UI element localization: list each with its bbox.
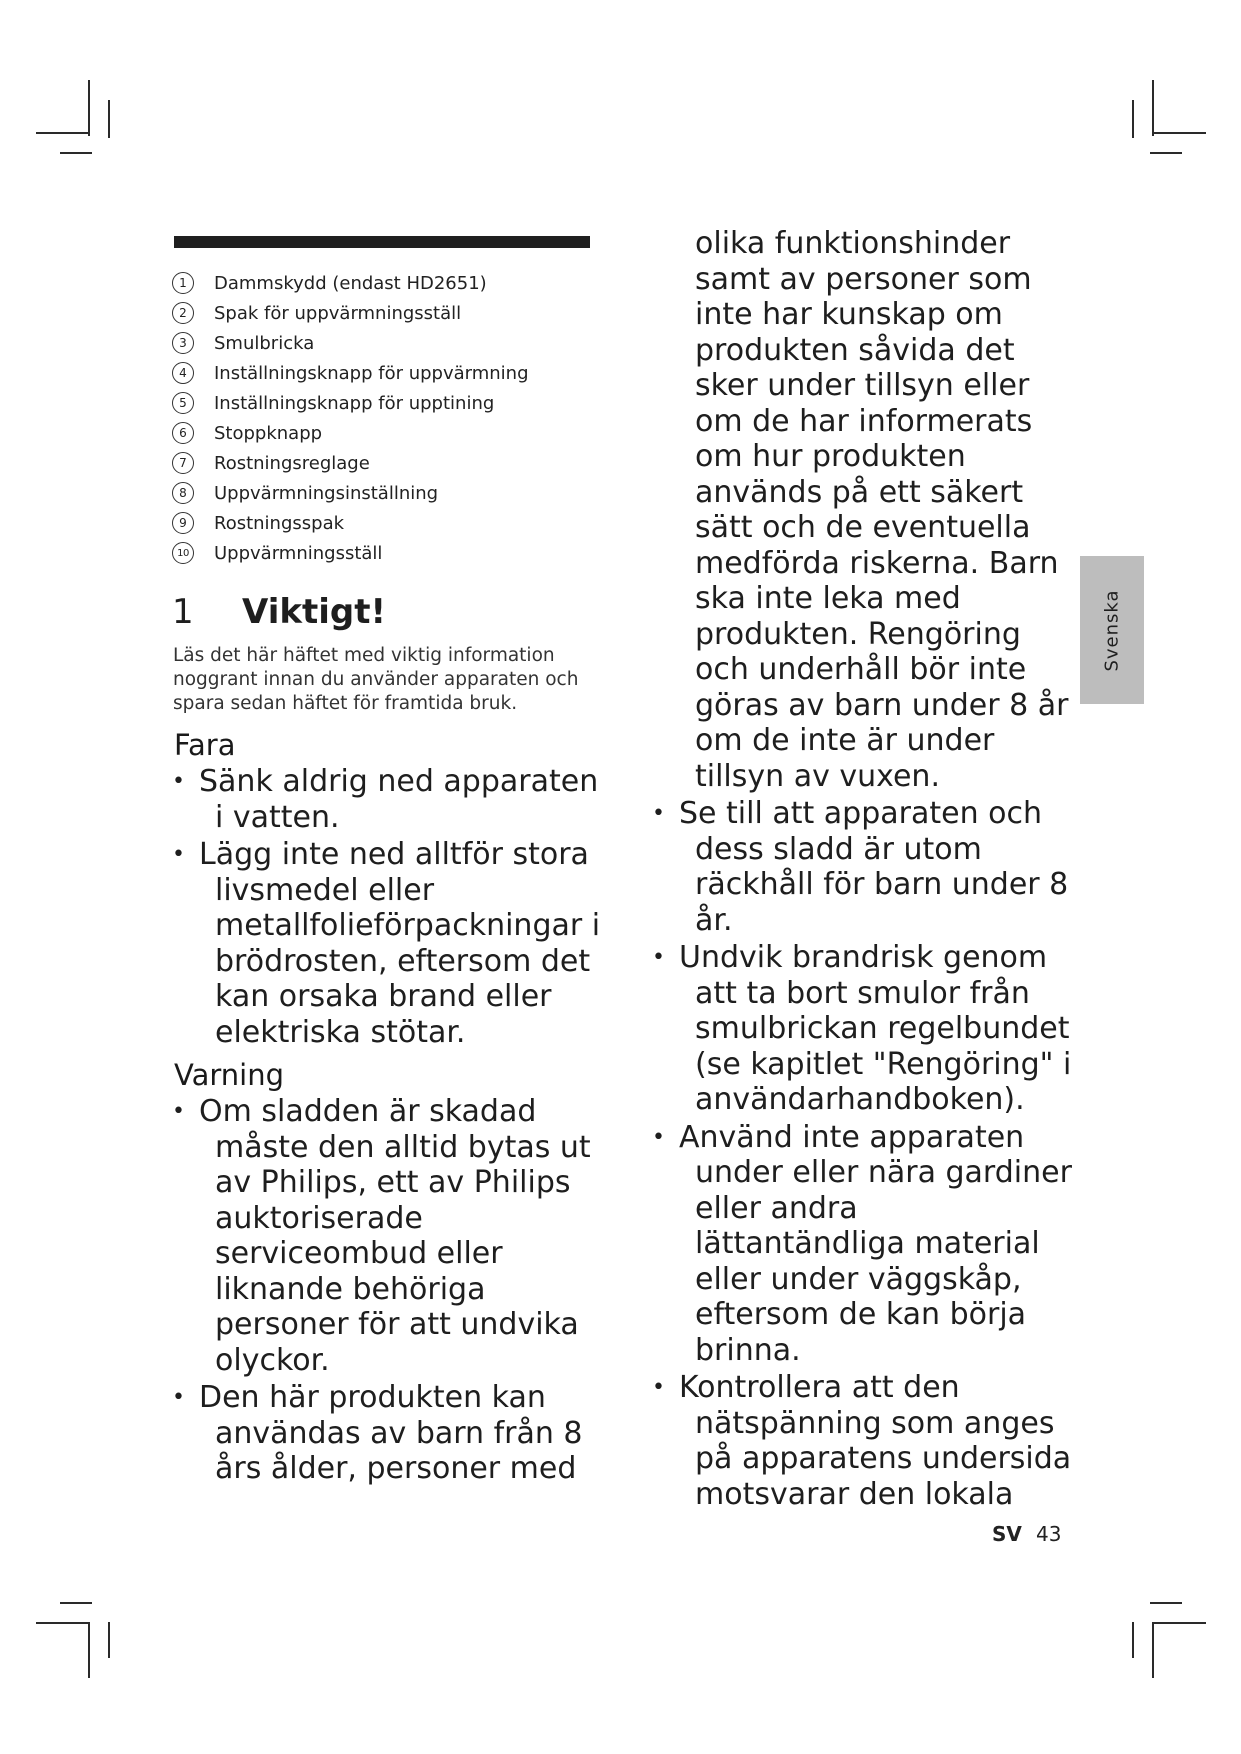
list-item	[172, 358, 612, 388]
crop-mark	[60, 152, 92, 154]
warning-heading: Varning	[174, 1058, 284, 1092]
list-item: • Kontrollera att den nätspänning som anges på apparatens undersida motsvarar den lokala	[654, 1370, 1074, 1512]
list-item: • Använd inte apparaten under eller nära gardiner eller andra lättantändliga material eller under väggskåp, eftersom de kan börja brinna.	[654, 1120, 1074, 1369]
crop-mark	[1150, 152, 1182, 154]
language-tab	[1080, 556, 1144, 704]
list-item: • Undvik brandrisk genom att ta bort smulor från smulbrickan regelbundet (se kapitlet "Rengöring" i användarhandboken).	[654, 940, 1074, 1118]
crop-mark	[1152, 1622, 1154, 1678]
list-item: • Den här produkten kan användas av barn från 8 års ålder, personer med	[174, 1380, 604, 1487]
crop-mark	[1152, 1622, 1206, 1624]
list-item: • Sänk aldrig ned apparaten i vatten.	[174, 764, 604, 835]
crop-mark	[1132, 1622, 1134, 1658]
page-number: 43	[1036, 1522, 1062, 1546]
part-number: 7	[172, 452, 194, 474]
part-label: Rostningsspak	[214, 512, 345, 534]
crop-mark	[36, 1622, 90, 1624]
crop-mark	[36, 132, 90, 134]
chapter-number: 1	[172, 592, 194, 632]
crop-mark	[88, 80, 90, 136]
part-number: 8	[172, 482, 194, 504]
chapter-heading	[172, 592, 386, 632]
list-item	[172, 388, 612, 418]
left-column	[174, 726, 604, 1493]
list-item	[172, 508, 612, 538]
list-item	[172, 418, 612, 448]
list-item	[172, 268, 612, 298]
crop-mark	[1152, 80, 1154, 136]
part-number: 2	[172, 302, 194, 324]
part-number: 3	[172, 332, 194, 354]
part-number: 10	[172, 542, 194, 564]
crop-mark	[60, 1602, 92, 1604]
part-label: Dammskydd (endast HD2651)	[214, 272, 487, 294]
list-item: • Lägg inte ned alltför stora livsmedel eller metallfolieförpackningar i brödrosten, eftersom det kan orsaka brand eller elektriska stötar.	[174, 837, 604, 1050]
list-item: • Om sladden är skadad måste den alltid bytas ut av Philips, ett av Philips auktoriserade serviceombud eller liknande behöriga personer för att undvika olyckor.	[174, 1094, 604, 1378]
crop-mark	[108, 100, 110, 138]
part-number: 1	[172, 272, 194, 294]
part-number: 5	[172, 392, 194, 414]
parts-list	[172, 268, 612, 568]
crop-mark	[108, 1622, 110, 1658]
crop-mark	[1152, 132, 1206, 134]
part-label: Uppvärmningsinställning	[214, 482, 439, 504]
part-number: 4	[172, 362, 194, 384]
part-label: Stoppknapp	[214, 422, 323, 444]
part-label: Smulbricka	[214, 332, 315, 354]
danger-heading: Fara	[174, 728, 236, 762]
list-item	[172, 448, 612, 478]
list-item	[172, 298, 612, 328]
footer-language: SV	[992, 1522, 1022, 1546]
language-tab-label: Svenska	[1101, 588, 1123, 672]
list-item	[172, 478, 612, 508]
part-label: Inställningsknapp för upptining	[214, 392, 495, 414]
crop-mark	[88, 1622, 90, 1678]
list-item	[172, 328, 612, 358]
top-rule-bar	[174, 236, 590, 248]
part-label: Inställningsknapp för uppvärmning	[214, 362, 529, 384]
part-label: Uppvärmningsställ	[214, 542, 383, 564]
intro-paragraph: Läs det här häftet med viktig information noggrant innan du använder apparaten och spara sedan häftet för framtida bruk.	[173, 645, 579, 714]
danger-list	[174, 764, 604, 1050]
part-number: 6	[172, 422, 194, 444]
crop-mark	[1132, 100, 1134, 138]
part-label: Spak för uppvärmningsställ	[214, 302, 462, 324]
continued-paragraph: olika funktionshinder samt av personer som inte har kunskap om produkten såvida det sker under tillsyn eller om de har informerats om hur produkten används på ett säkert sätt och de eventuella medförda riskerna. Barn ska inte leka med produkten. Rengöring och underhåll bör inte göras av barn under 8 år om de inte är under tillsyn av vuxen.	[695, 226, 1069, 794]
part-label: Rostningsreglage	[214, 452, 370, 474]
list-item	[172, 538, 612, 568]
list-item: • Se till att apparaten och dess sladd är utom räckhåll för barn under 8 år.	[654, 796, 1074, 938]
right-column	[654, 226, 1074, 1518]
part-number: 9	[172, 512, 194, 534]
chapter-title: Viktigt!	[242, 592, 386, 632]
warning-list-continued	[654, 796, 1074, 1512]
crop-mark	[1150, 1602, 1182, 1604]
warning-list	[174, 1094, 604, 1487]
